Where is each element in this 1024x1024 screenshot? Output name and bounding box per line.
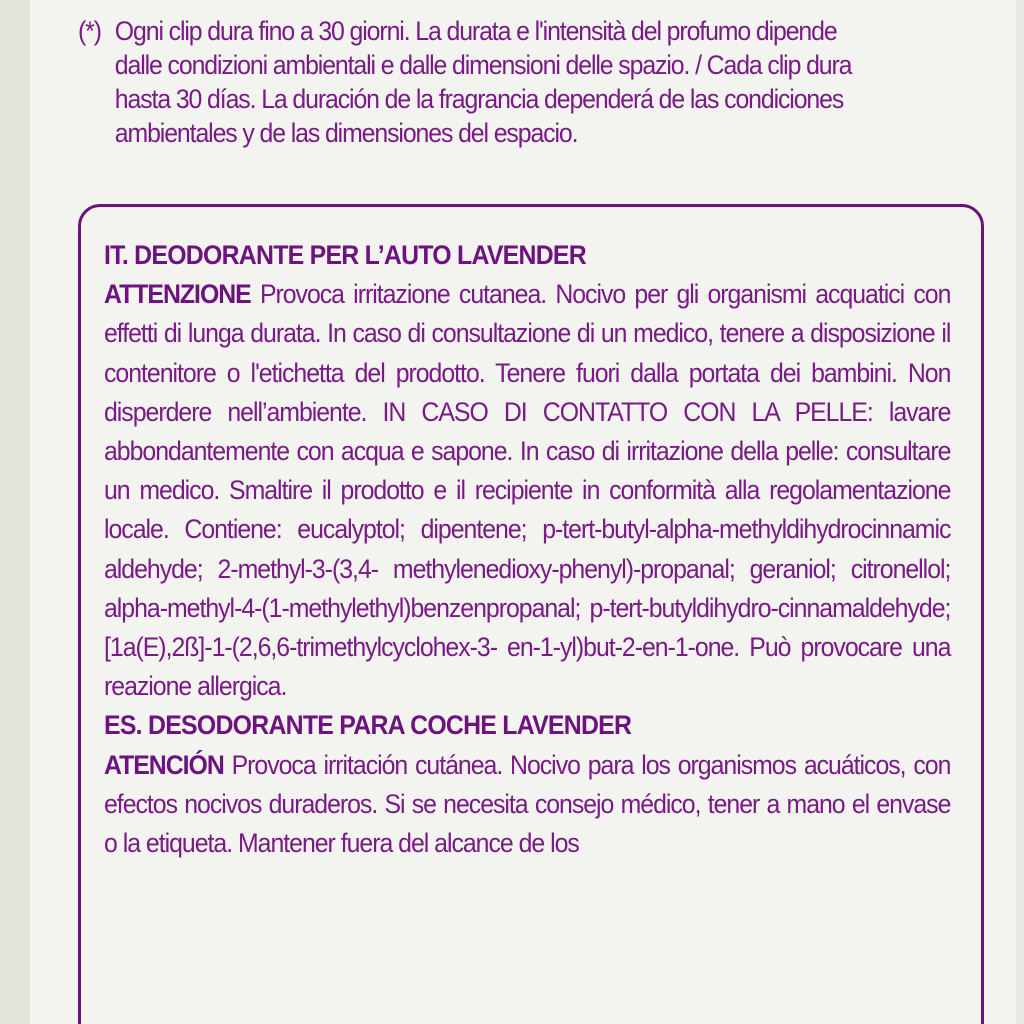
es-warning-word: ATENCIÓN <box>104 749 224 780</box>
footnote-line-1 <box>78 14 897 48</box>
it-heading: IT. DEODORANTE PER L’AUTO LAVENDER <box>104 240 586 270</box>
footnote-line-2: dalle condizioni ambientali e dalle dimensioni delle spazio. / Cada clip dura <box>114 50 852 80</box>
it-warning-word: ATTENZIONE <box>104 279 251 310</box>
footnote <box>78 14 897 150</box>
footnote-text-1: Ogni clip dura fino a 30 giorni. La durata e l'intensità del profumo dipende <box>114 16 837 46</box>
es-body: Provoca irritación cutánea. Nocivo para los organismos acuáticos, con efectos nocivos duraderos. Si se necesita consejo médico, tener a mano el envase o la etiqueta. Mantener fuera del alcance de los <box>104 749 951 859</box>
warning-label-text <box>104 236 950 863</box>
es-heading: ES. DESODORANTE PARA COCHE LAVENDER <box>104 710 632 741</box>
footnote-line-3: hasta 30 días. La duración de la fragrancia dependerá de las condiciones <box>114 84 844 114</box>
it-paragraph <box>104 275 950 706</box>
it-body: Provoca irritazione cutanea. Nocivo per gli organismi acquatici con effetti di lunga durata. In caso di consultazione di un medico, tenere a disposizione il contenitore o l'etichetta del prodotto. Tenere fuori dalla portata dei bambini. Non disperdere nell’ambiente. IN CASO DI CONTATTO CON LA PELLE: lavare abbondantemente con acqua e sapone. In caso di irritazione della pelle: consultare un medico. Smaltire il prodotto e il recipiente in conformità alla regolamentazione locale. Contiene: eucalyptol; dipentene; p-tert-butyl-alpha-methyldihydrocinnamic aldehyde; 2-methyl-3-(3,4- methylenedioxy-phenyl)-propanal; geraniol; citronellol; alpha-methyl-4-(1-methylethyl)benzenpropanal; p-tert-butyldihydro-cinnamaldehyde; [1a(E),2ß]-1-(2,6,6-trimethylcyclohex-3- en-1-yl)but-2-en-1-one. Può provocare una reazione allergica. <box>104 279 951 702</box>
footnote-mark: (*) <box>78 16 101 46</box>
es-paragraph <box>104 746 950 864</box>
paper-edge <box>1016 0 1024 1024</box>
footnote-line-4: ambientales y de las dimensiones del espacio. <box>114 118 578 148</box>
